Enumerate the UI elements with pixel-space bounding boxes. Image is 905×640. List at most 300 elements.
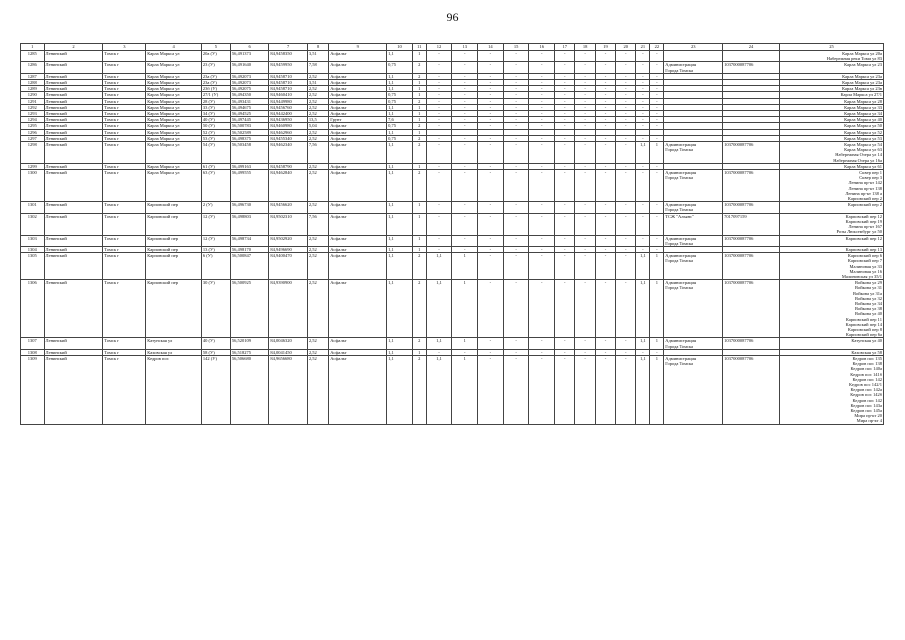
count-cell: 1 (412, 235, 426, 246)
street-cell: Карла Маркса ул (146, 92, 202, 98)
cover-cell: Асфальт (329, 202, 387, 213)
address-line: Карповский пер 14 (845, 321, 882, 327)
container-cell: - (503, 202, 529, 213)
container-cell: - (503, 51, 529, 62)
container-cell: - (478, 253, 504, 280)
latitude-cell: 56,500783 (230, 123, 269, 129)
row-id: 1299 (21, 163, 45, 169)
cover-cell: Асфальт (329, 92, 387, 98)
area-cell: 5,04 (307, 123, 328, 129)
container-cell: - (575, 135, 595, 141)
inn-cell: 1037000087706 (723, 62, 780, 73)
container-cell: - (503, 80, 529, 86)
container-cell: - (616, 86, 636, 92)
container-cell: - (650, 86, 664, 92)
container-cell: - (426, 104, 452, 110)
container-cell: - (616, 355, 636, 424)
latitude-cell: 56,502589 (230, 129, 269, 135)
latitude-cell: 56,498734 (230, 235, 269, 246)
cover-cell: Асфальт (329, 104, 387, 110)
latitude-cell: 56,494525 (230, 111, 269, 117)
street-cell: Карла Маркса ул (146, 111, 202, 117)
organization-line: Администрация (665, 142, 697, 148)
latitude-cell: 56,518275 (230, 349, 269, 355)
container-cell: - (616, 235, 636, 246)
row-id: 1287 (21, 73, 45, 79)
container-cell: - (426, 62, 452, 73)
longitude-cell: 84,9460980 (269, 123, 308, 129)
count-cell: 1 (412, 246, 426, 252)
area-cell: 2,52 (307, 111, 328, 117)
column-header: 22 (650, 44, 664, 51)
cover-cell: Асфальт (329, 73, 387, 79)
address-line: Войкова ул 29 (855, 280, 882, 286)
container-cell: - (426, 235, 452, 246)
house-cell: 63 (У) (201, 170, 230, 202)
container-cell: - (650, 170, 664, 202)
latitude-cell: 56,493431 (230, 98, 269, 104)
address-line: Карла Маркса ул 52 (844, 129, 882, 135)
container-cell: 1 (650, 253, 664, 280)
container-cell: - (616, 338, 636, 349)
value-cell: 0,75 (387, 92, 413, 98)
value-cell: 1,1 (387, 355, 413, 424)
count-cell: 2 (412, 135, 426, 141)
longitude-cell: 84,9496690 (269, 246, 308, 252)
district-cell: Ленинский (44, 129, 103, 135)
count-cell: 1 (412, 104, 426, 110)
cover-cell: Асфальт (329, 338, 387, 349)
container-cell: - (616, 253, 636, 280)
column-header: 2 (44, 44, 103, 51)
container-cell: - (452, 123, 478, 129)
street-cell: Карла Маркса ул (146, 123, 202, 129)
cover-cell: Асфальт (329, 213, 387, 235)
container-cell: - (575, 355, 595, 424)
street-cell: Карповский пер (146, 202, 202, 213)
street-cell: Карла Маркса ул (146, 129, 202, 135)
address-line: Карповский пер 2 (847, 202, 882, 208)
container-cell: - (636, 86, 650, 92)
container-cell: 1,1 (426, 338, 452, 349)
address-line: Кедров пос 142/1 (849, 381, 882, 387)
address-line: Карповский пер 13 (845, 246, 882, 252)
column-header: 23 (664, 44, 723, 51)
column-header: 7 (269, 44, 308, 51)
container-cell: - (650, 246, 664, 252)
container-cell: - (426, 73, 452, 79)
container-cell: - (616, 117, 636, 123)
cover-cell: Асфальт (329, 86, 387, 92)
container-cell: - (575, 235, 595, 246)
house-cell: 20а (У) (201, 51, 230, 62)
container-cell: - (555, 170, 575, 202)
area-cell: 2,52 (307, 235, 328, 246)
cover-cell: Асфальт (329, 170, 387, 202)
container-cell: - (555, 253, 575, 280)
container-cell: - (529, 253, 555, 280)
organization-line: Администрация (665, 202, 697, 208)
area-cell: 2,52 (307, 104, 328, 110)
address-line: Войкова ул 34 (855, 300, 882, 306)
container-cell: - (595, 92, 615, 98)
value-cell: 1,1 (387, 349, 413, 355)
row-id: 1308 (21, 349, 45, 355)
container-cell: - (426, 135, 452, 141)
container-cell: - (595, 349, 615, 355)
container-cell: - (478, 280, 504, 338)
container-cell: - (636, 92, 650, 98)
count-cell: 1 (412, 213, 426, 235)
row-id: 1301 (21, 202, 45, 213)
container-cell: - (575, 62, 595, 73)
container-cell: - (575, 213, 595, 235)
cover-cell: Асфальт (329, 163, 387, 169)
city-cell: Томск г (103, 86, 146, 92)
address-line: Ленина пр-кт 167 (848, 224, 882, 230)
container-cell: - (452, 246, 478, 252)
container-cell: - (426, 92, 452, 98)
row-id: 1309 (21, 355, 45, 424)
cover-cell: Грунт (329, 117, 387, 123)
street-cell: Карла Маркса ул (146, 62, 202, 73)
district-cell: Ленинский (44, 117, 103, 123)
organization-line: Города Томска (665, 67, 694, 73)
address-line: Карла Маркса ул 23 (844, 62, 882, 68)
address-line: Карла Маркса ул 40 (844, 117, 882, 123)
row-id: 1289 (21, 86, 45, 92)
house-cell: 54 (У) (201, 142, 230, 164)
street-cell: Каховская ул (146, 349, 202, 355)
address-line: Карла Маркса ул 63 (844, 147, 882, 153)
column-header: 6 (230, 44, 269, 51)
organization-cell (664, 235, 723, 246)
organization-cell (664, 170, 723, 202)
cover-cell: Асфальт (329, 349, 387, 355)
count-cell: 1 (412, 51, 426, 62)
row-id: 1292 (21, 104, 45, 110)
container-cell: - (575, 104, 595, 110)
container-cell: - (478, 98, 504, 104)
district-cell: Ленинский (44, 202, 103, 213)
container-cell: - (650, 117, 664, 123)
container-cell: - (616, 51, 636, 62)
container-cell: - (452, 51, 478, 62)
longitude-cell: 84,9436950 (269, 117, 308, 123)
container-cell: - (503, 92, 529, 98)
container-cell: - (595, 213, 615, 235)
cover-cell: Асфальт (329, 135, 387, 141)
longitude-cell: 84,9458710 (269, 86, 308, 92)
latitude-cell: 56,498170 (230, 246, 269, 252)
area-cell: 2,52 (307, 135, 328, 141)
container-cell: - (595, 123, 615, 129)
organization-line: Города Томска (665, 258, 694, 264)
container-cell: - (478, 104, 504, 110)
district-cell: Ленинский (44, 163, 103, 169)
organization-cell (664, 338, 723, 349)
container-cell: - (478, 62, 504, 73)
container-cell: - (555, 355, 575, 424)
container-cell: - (555, 80, 575, 86)
container-cell: - (636, 111, 650, 117)
count-cell: 2 (412, 253, 426, 280)
container-cell: - (616, 104, 636, 110)
row-id: 1293 (21, 111, 45, 117)
count-cell: 2 (412, 62, 426, 73)
container-cell: - (529, 117, 555, 123)
container-cell: - (503, 349, 529, 355)
cover-cell: Асфальт (329, 253, 387, 280)
organization-line: Администрация (665, 62, 697, 68)
container-cell: - (575, 111, 595, 117)
latitude-cell: 56,491640 (230, 62, 269, 73)
row-id: 1303 (21, 235, 45, 246)
city-cell: Томск г (103, 349, 146, 355)
container-cell: - (452, 62, 478, 73)
longitude-cell: 84,9390900 (269, 280, 308, 338)
area-cell: 2,52 (307, 92, 328, 98)
address-line: Катунская ул 40 (851, 338, 882, 344)
area-cell: 3,51 (307, 80, 328, 86)
address-line: Карла Маркса ул 61 (844, 163, 882, 169)
district-cell: Ленинский (44, 123, 103, 129)
container-cell: - (636, 202, 650, 213)
longitude-cell: 84,9462840 (269, 170, 308, 202)
city-cell: Томск г (103, 338, 146, 349)
container-cell: 1,1 (636, 280, 650, 338)
address-line: Сквер пер 3 (859, 175, 882, 181)
container-cell: - (478, 142, 504, 164)
latitude-cell: 56,500925 (230, 280, 269, 338)
container-cell: - (503, 123, 529, 129)
container-cell: - (575, 86, 595, 92)
container-cell: - (426, 202, 452, 213)
latitude-cell: 56,506680 (230, 355, 269, 424)
latitude-cell: 56,492075 (230, 86, 269, 92)
container-cell: - (595, 163, 615, 169)
container-cell: - (555, 338, 575, 349)
container-cell: - (452, 213, 478, 235)
container-cell: - (595, 104, 615, 110)
count-cell: 2 (412, 142, 426, 164)
cover-cell: Асфальт (329, 62, 387, 73)
area-cell: 7,56 (307, 213, 328, 235)
container-cell: - (529, 111, 555, 117)
container-cell: - (452, 170, 478, 202)
longitude-cell: 84,9502920 (269, 235, 308, 246)
container-cell: - (503, 117, 529, 123)
street-cell: Карповский пер (146, 253, 202, 280)
container-cell: - (575, 246, 595, 252)
container-cell: - (636, 246, 650, 252)
street-cell: Карла Маркса ул (146, 135, 202, 141)
container-cell: - (555, 51, 575, 62)
address-line: Войкова ул 31 (855, 285, 882, 291)
count-cell: 1 (412, 202, 426, 213)
street-cell: Карла Маркса ул (146, 104, 202, 110)
addresses-cell (779, 253, 883, 280)
cover-cell: Асфальт (329, 80, 387, 86)
organization-line: Города Томска (665, 343, 694, 349)
container-cell: - (595, 62, 615, 73)
container-cell: - (616, 62, 636, 73)
table-row (21, 62, 884, 73)
container-cell: - (555, 202, 575, 213)
container-cell: - (636, 104, 650, 110)
district-cell: Ленинский (44, 235, 103, 246)
organization-line: ТСЖ "Альянс" (665, 213, 694, 219)
container-cell: - (555, 123, 575, 129)
container-cell: - (575, 92, 595, 98)
container-cell: - (503, 355, 529, 424)
container-cell: - (595, 235, 615, 246)
street-cell: Катунская ул (146, 338, 202, 349)
longitude-cell: 84,9458350 (269, 51, 308, 62)
city-cell: Томск г (103, 123, 146, 129)
street-cell: Карла Маркса ул (146, 170, 202, 202)
row-id: 1296 (21, 129, 45, 135)
longitude-cell: 84,9458790 (269, 163, 308, 169)
container-cell: - (616, 280, 636, 338)
value-cell: 1,1 (387, 51, 413, 62)
column-header: 4 (146, 44, 202, 51)
container-cell: - (595, 338, 615, 349)
container-cell: - (650, 235, 664, 246)
count-cell: 2 (412, 355, 426, 424)
container-cell: - (575, 80, 595, 86)
container-cell: - (595, 86, 615, 92)
count-cell: 1 (412, 163, 426, 169)
container-cell: - (636, 135, 650, 141)
container-cell: - (503, 235, 529, 246)
area-cell: 2,52 (307, 86, 328, 92)
container-cell: - (616, 163, 636, 169)
organization-cell (664, 355, 723, 424)
container-cell: - (478, 135, 504, 141)
city-cell: Томск г (103, 92, 146, 98)
container-cell: 1 (650, 142, 664, 164)
container-cell: - (636, 80, 650, 86)
longitude-cell: 84,9458710 (269, 73, 308, 79)
container-cell: - (555, 349, 575, 355)
value-cell: 1,1 (387, 202, 413, 213)
longitude-cell: 84,9458710 (269, 80, 308, 86)
address-line: Малиновская ул 35/1 (841, 273, 882, 279)
latitude-cell: 56,494350 (230, 92, 269, 98)
container-cell: - (555, 213, 575, 235)
house-cell: 50 (У) (201, 123, 230, 129)
container-cell: - (650, 73, 664, 79)
area-cell: 2,52 (307, 170, 328, 202)
city-cell: Томск г (103, 142, 146, 164)
count-cell: 1 (412, 129, 426, 135)
container-cell: 1,1 (636, 338, 650, 349)
container-cell: - (555, 111, 575, 117)
container-cell: 1 (650, 280, 664, 338)
container-cell: - (503, 98, 529, 104)
container-cell: - (426, 51, 452, 62)
container-cell: - (555, 104, 575, 110)
container-cell: - (478, 235, 504, 246)
latitude-cell: 56,500847 (230, 253, 269, 280)
value-cell: 1,1 (387, 80, 413, 86)
column-header: 17 (555, 44, 575, 51)
container-cell: 1 (452, 280, 478, 338)
longitude-cell: 84,9449980 (269, 98, 308, 104)
address-line: Кедров пос 142б (850, 392, 882, 398)
area-cell: 2,52 (307, 280, 328, 338)
district-cell: Ленинский (44, 51, 103, 62)
addresses-cell (779, 280, 883, 338)
container-cell: 1,1 (426, 280, 452, 338)
longitude-cell: 84,9502310 (269, 213, 308, 235)
address-line: Карповский пер 11 (845, 316, 882, 322)
address-line: Карла Маркса ул 20а (842, 51, 882, 56)
city-cell: Томск г (103, 202, 146, 213)
house-cell: 6 (У) (201, 253, 230, 280)
container-cell: - (503, 246, 529, 252)
container-cell: - (452, 163, 478, 169)
organization-line: Администрация (665, 355, 697, 361)
container-cell: - (575, 338, 595, 349)
value-cell: 0,75 (387, 123, 413, 129)
latitude-cell: 56,492073 (230, 80, 269, 86)
address-line: Кедров пос 142а (850, 387, 882, 393)
container-cell: - (595, 253, 615, 280)
value-cell: 1,1 (387, 235, 413, 246)
district-cell: Ленинский (44, 142, 103, 164)
container-cell: - (616, 202, 636, 213)
column-header: 5 (201, 44, 230, 51)
container-cell: - (650, 123, 664, 129)
container-cell: - (452, 73, 478, 79)
district-cell: Ленинский (44, 98, 103, 104)
organization-cell (664, 142, 723, 164)
district-cell: Ленинский (44, 213, 103, 235)
container-cell: - (636, 235, 650, 246)
container-cell: - (636, 98, 650, 104)
container-cell: - (650, 62, 664, 73)
organization-line: Города Томска (665, 285, 694, 291)
count-cell: 2 (412, 98, 426, 104)
inn-cell: 1037000087706 (723, 235, 780, 246)
row-id: 1285 (21, 51, 45, 62)
container-cell: - (529, 80, 555, 86)
city-cell: Томск г (103, 135, 146, 141)
address-line: Ленина пр-кт 138 (848, 185, 882, 191)
column-header: 18 (575, 44, 595, 51)
container-cell: 1,1 (636, 253, 650, 280)
count-cell: 1 (412, 349, 426, 355)
container-cell: - (452, 86, 478, 92)
address-line: Карла Маркса ул 23а (842, 73, 882, 79)
container-cell: - (452, 135, 478, 141)
area-cell: 2,52 (307, 355, 328, 424)
container-cell: - (452, 117, 478, 123)
latitude-cell: 56,499163 (230, 163, 269, 169)
latitude-cell: 56,520109 (230, 338, 269, 349)
district-cell: Ленинский (44, 62, 103, 73)
city-cell: Томск г (103, 129, 146, 135)
container-cell: - (478, 117, 504, 123)
address-line: Кедров пос 143а (850, 402, 882, 408)
latitude-cell: 56,497445 (230, 117, 269, 123)
container-cell: - (529, 92, 555, 98)
value-cell: 1,1 (387, 338, 413, 349)
row-id: 1297 (21, 135, 45, 141)
container-cell: - (595, 202, 615, 213)
